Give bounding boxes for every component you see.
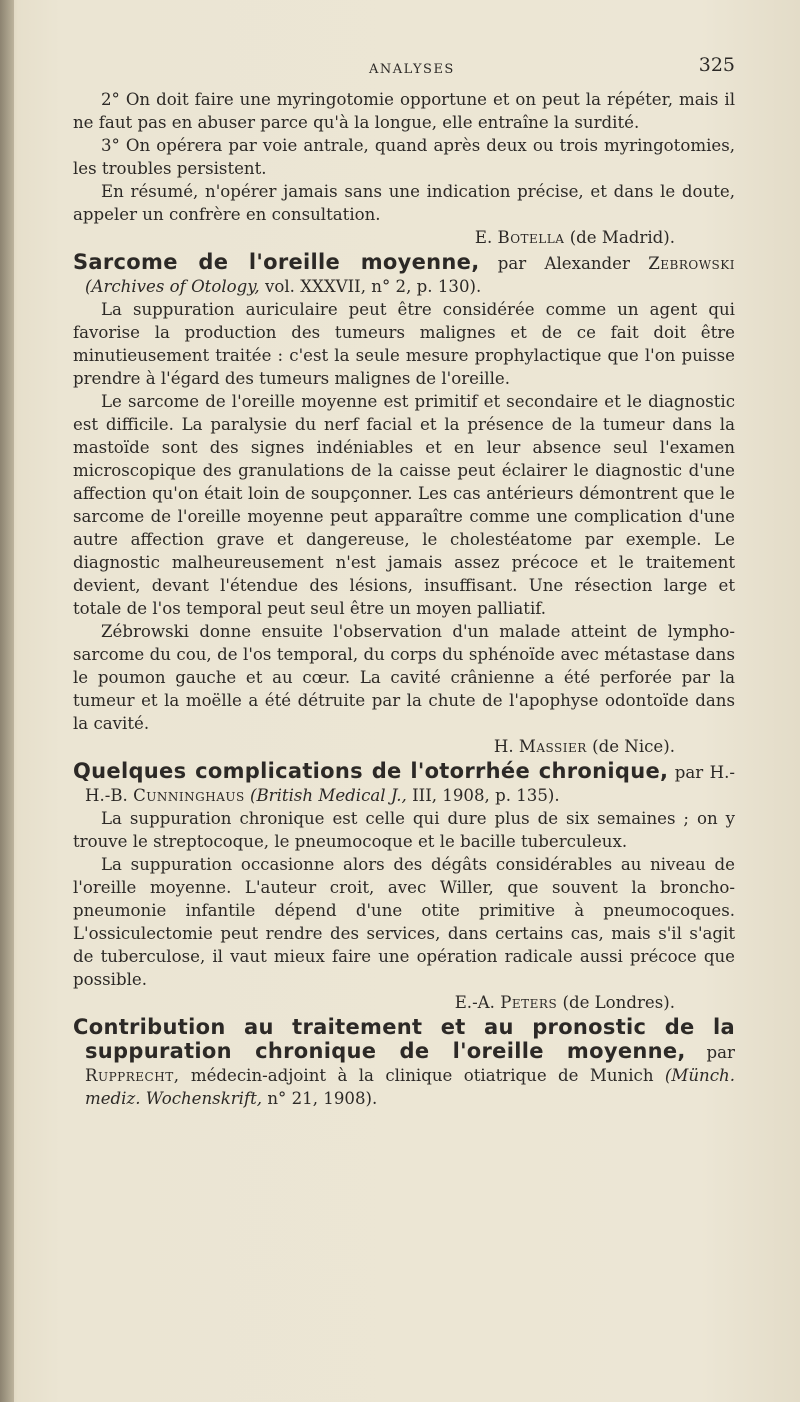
article-sarcome bbox=[73, 251, 735, 758]
signature-initial: E. bbox=[474, 228, 493, 247]
article-source-ref: vol. XXXVII, n° 2, p. 130). bbox=[264, 277, 482, 296]
article-title: Sarcome de l'oreille moyenne, bbox=[73, 250, 480, 274]
intro-signature bbox=[73, 226, 735, 249]
signature-place: (de Nice). bbox=[592, 737, 675, 756]
page-number: 325 bbox=[698, 54, 735, 76]
signature-initial: E.-A. bbox=[454, 993, 495, 1012]
article-heading bbox=[73, 251, 735, 298]
binding-gutter bbox=[0, 0, 14, 1402]
signature-place: (de Madrid). bbox=[569, 228, 675, 247]
article-otorrhee bbox=[73, 760, 735, 1014]
article-source-ref: n° 21, 1908). bbox=[267, 1089, 378, 1108]
article-heading bbox=[73, 760, 735, 807]
page-content bbox=[73, 52, 735, 1110]
article-by: par bbox=[674, 763, 704, 782]
article-source-ref: III, 1908, p. 135). bbox=[412, 786, 560, 805]
article-signature bbox=[73, 735, 735, 758]
article-source-journal: (Münch. mediz. Wochenskrift, bbox=[85, 1066, 735, 1108]
running-head: ANALYSES bbox=[369, 62, 455, 77]
article-paragraph-2: Le sarcome de l'oreille moyenne est primitif et secondaire et le diagnostic est difficile. La paralysie du nerf facial et la présence de la tumeur dans la mastoïde sont des signes indéniables et en leur absence seul l'examen microscopique des granulations de la caisse peut éclairer le diagnostic d'une affection qu'on était loin de soupçonner. Les cas antérieurs démontrent que le sarcome de l'oreille moyenne peut apparaître comme une complication d'une autre affection grave et dangereuse, le cholestéatome par exemple. Le diagnostic malheureusement n'est jamais assez précoce et le traitement devient, devant l'étendue des lésions, insuffisant. Une résection large et totale de l'os temporal peut seul être un moyen palliatif. bbox=[73, 392, 735, 618]
article-by: par bbox=[706, 1043, 735, 1062]
intro-paragraph-3: En résumé, n'opérer jamais sans une indication précise, et dans le doute, appeler un confrère en consultation. bbox=[73, 182, 735, 224]
article-title: Contribution au traitement et au pronostic de la suppuration chronique de l'oreille moyenne, bbox=[73, 1015, 735, 1063]
article-paragraph-1: La suppuration chronique est celle qui dure plus de six semaines ; on y trouve le streptocoque, le pneumocoque et le bacille tuberculeux. bbox=[73, 809, 735, 851]
article-contribution bbox=[73, 1016, 735, 1110]
article-by: par Alexander bbox=[497, 254, 630, 273]
article-author: Rupprecht, bbox=[85, 1066, 180, 1085]
signature-name: Peters bbox=[500, 993, 558, 1012]
intro-paragraph-2: 3° On opérera par voie antrale, quand après deux ou trois myringotomies, les troubles persistent. bbox=[73, 136, 735, 178]
article-author-initials: H.-H.-B. bbox=[85, 763, 735, 805]
article-author: Zebrowski bbox=[648, 254, 735, 273]
article-paragraph-3: Zébrowski donne ensuite l'observation d'un malade atteint de lympho-sarcome du cou, de l'os temporal, du corps du sphénoïde avec métastase dans le poumon gauche et au cœur. La cavité crânienne a été perforée par la tumeur et la moëlle a été détruite par la chute de l'apophyse odontoïde dans la cavité. bbox=[73, 622, 735, 733]
article-heading bbox=[73, 1016, 735, 1110]
article-paragraph-1: La suppuration auriculaire peut être considérée comme un agent qui favorise la production des tumeurs malignes et de ce fait doit être minutieusement traitée : c'est la seule mesure prophylactique que l'on puisse prendre à l'égard des tumeurs malignes de l'oreille. bbox=[73, 300, 735, 388]
page-header bbox=[73, 52, 735, 88]
article-paragraph-2: La suppuration occasionne alors des dégâts considérables au niveau de l'oreille moyenne. L'auteur croit, avec Willer, que souvent la broncho-pneumonie infantile dépend d'une otite primitive à pneumocoques. L'ossiculectomie peut rendre des services, dans certains cas, mais s'il s'agit de tuberculose, il vaut mieux faire une opération radicale aussi précoce que possible. bbox=[73, 855, 735, 989]
intro-paragraph-1: 2° On doit faire une myringotomie opportune et on peut la répéter, mais il ne faut pas en abuser parce qu'à la longue, elle entraîne la surdité. bbox=[73, 90, 735, 132]
article-signature bbox=[73, 991, 735, 1014]
article-source-journal: (British Medical J., bbox=[250, 786, 407, 805]
article-title: Quelques complications de l'otorrhée chronique, bbox=[73, 759, 669, 783]
signature-name: Massier bbox=[518, 737, 587, 756]
previous-review-end bbox=[73, 88, 735, 249]
article-affiliation: médecin-adjoint à la clinique otiatrique de Munich bbox=[190, 1066, 654, 1085]
article-source-journal: (Archives of Otology, bbox=[85, 277, 260, 296]
signature-place: (de Londres). bbox=[562, 993, 675, 1012]
signature-name: Botella bbox=[497, 228, 565, 247]
signature-initial: H. bbox=[493, 737, 514, 756]
article-author: Cunninghaus bbox=[133, 786, 245, 805]
